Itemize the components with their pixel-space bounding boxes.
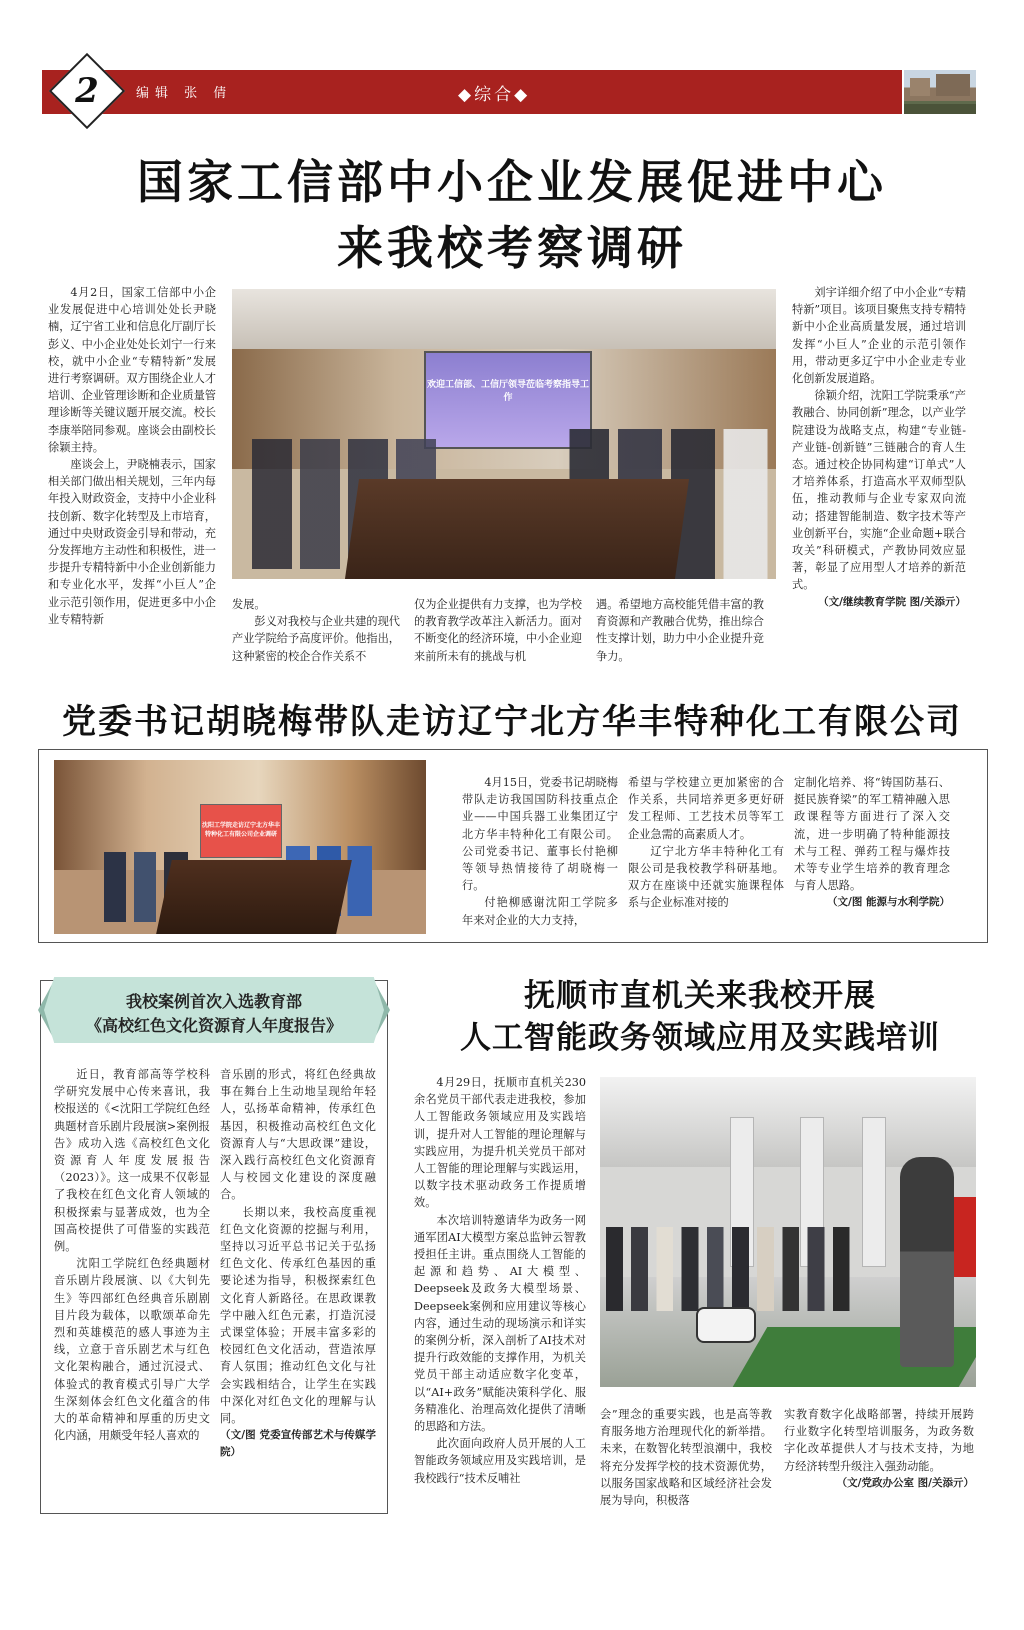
article2-title: 党委书记胡晓梅带队走访辽宁北方华丰特种化工有限公司	[62, 702, 962, 742]
article3-title-line1: 我校案例首次入选教育部	[125, 992, 302, 1011]
article2-col2: 希望与学校建立更加紧密的合作关系，共同培养更多更好研发工程师、工艺技术员等军工企业急需的高素质人才。 辽宁北方华丰特种化工有限公司是我校教学科研基地。双方在座谈中还就实施课程体系与企业标准对接的	[628, 776, 784, 910]
article3-col2: 音乐剧的形式，将红色经典故事在舞台上生动地呈现给年轻人，弘扬革命精神，传承红色基因，积极推动高校红色文化资源育人与“大思政课”建设，深入践行高校红色文化资源育人与校园文化建设的深度融合。 长期以来，我校高度重视红色文化资源的挖掘与利用，坚持以习近平总书记关于弘扬红色文化、传承红色基因的重要论述为指导，积极探索红色文化育人新路径。在思政课教学中融入红色元素，打造沉浸式课堂体验；开展丰富多彩的校园红色文化活动，营造浓厚育人氛围；推动红色文化与社会实践相结合，让学生在实践中深化对红色文化的理解与认同。 （文/图 党委宣传部艺术与传媒学院）	[220, 1066, 376, 1462]
editor-credit: 编辑 张 倩	[136, 86, 233, 101]
article2-col1: 4月15日，党委书记胡晓梅带队走访我国国防科技重点企业——中国兵器工业集团辽宁北方华丰特种化工有限公司。公司党委书记、董事长付艳柳等领导热情接待了胡晓梅一行。 付艳柳感谢沈阳工学院多年来对企业的大力支持，	[462, 776, 618, 927]
article3-title-line2: 《高校红色文化资源育人年度报告》	[85, 1016, 342, 1035]
article1-meeting-photo	[232, 289, 776, 579]
article1-title-line1: 国家工信部中小企业发展促进中心	[137, 155, 887, 209]
article1-col1: 4月2日，国家工信部中小企业发展促进中心培训处处长尹晓楠，辽宁省工业和信息化厅副厅长彭义、中小企业处处长刘宁一行来校，就中小企业“专精特新”发展进行考察调研。双方围绕企业人才培训、企业管理诊断和企业质量管理诊断等关键议题开展交流。校长李康举陪同参观。座谈会由副校长徐颖主持。 座谈会上，尹晓楠表示，国家相关部门做出相关规划，三年内每年投入财政资金，支持中小企业科技创新、数字化转型及上市培育，通过中央财政资金引导和带动，充分发挥地方主动性和积极性，进一步提升专精特新中小企业创新能力和专业化水平，发挥“小巨人”企业示范引领作用，促进更多中小企业专精特新	[48, 286, 216, 626]
article4-training-photo	[600, 1077, 976, 1387]
article4-col2: 会”理念的重要实践，也是高等教育服务地方治理现代化的新举措。未来，在数智化转型浪潮中，我校将充分发挥学校的技术资源优势，以服务国家战略和区域经济社会发展为导向，积极落	[600, 1408, 772, 1508]
article2-credit: （文/图 能源与水利学院）	[827, 896, 950, 909]
section-name: ◆综合◆	[458, 85, 531, 105]
article4-col3: 实教育数字化战略部署，持续开展跨行业数字化转型培训服务，为政务数字化改革提供人才与技术支持，为地方经济转型升级注入强劲动能。 （文/党政办公室 图/关添亓）	[784, 1406, 974, 1492]
campus-thumbnail-image	[904, 70, 976, 114]
article1-col5: 刘宇详细介绍了中小企业“专精特新”项目。该项目聚焦支持专精特新中小企业高质量发展，通过培训发挥“小巨人”企业的示范引领作用，带动更多辽宁中小企业走专业化创新发展道路。 徐颖介绍，沈阳工学院秉承“产教融合、协同创新”理念，以产业学院建设为战略支点，构建“专业链-产业链-创新链”三链融合的育人生态。通过校企协同构建“订单式”人才培养体系，打造高水平双师型队伍，推动教师与企业专家双向流动；搭建智能制造、数字技术等产业创新平台，实施“企业命题+联合攻关”科研模式，产教协同效应显著，彰显了应用型人才培养的新范式。 （文/继续教育学院 图/关添亓）	[792, 284, 966, 611]
article2-col3: 定制化培养、将“铸国防基石、挺民族脊梁”的军工精神融入思政课程等方面进行了深入交流，进一步明确了特种能源技术与工程、弹药工程与爆炸技术等专业学生培养的教育理念与育人思路。 （文/图 能源与水利学院）	[794, 774, 950, 912]
article2-meeting-photo	[54, 760, 426, 934]
article1-credit: （文/继续教育学院 图/关添亓）	[818, 595, 966, 608]
article4-credit: （文/党政办公室 图/关添亓）	[836, 1476, 974, 1489]
article4-title-line1: 抚顺市直机关来我校开展	[524, 978, 876, 1014]
article4-col1: 4月29日，抚顺市直机关230余名党员干部代表走进我校，参加人工智能政务领域应用及实践培训，提升对人工智能的理论理解与实践应用，为提升机关党员干部对人工智能的理论理解与实践运用，以数字技术驱动政务工作提质增效。 本次培训特邀请华为政务一网通军团AI大模型方案总监钟云智教授担任主讲。重点围绕人工智能的起源和趋势、AI大模型、Deepseek及政务大模型场景、Deepseek案例和应用建议等核心内容，通过生动的现场演示和详实的案例分析，深入剖析了AI技术对提升行政效能的支撑作用，为机关党员干部主动适应数字化变革，以“AI+政务”赋能决策科学化、服务精准化、治理高效化提供了清晰的思路和方法。 此次面向政府人员开展的人工智能政务领域应用及实践培训，是我校践行“技术反哺社	[414, 1076, 586, 1485]
robot-image	[696, 1307, 756, 1343]
article3-credit: （文/图 党委宣传部艺术与传媒学院）	[220, 1429, 376, 1459]
article1-title-line2: 来我校考察调研	[337, 221, 687, 275]
article1-col4: 遇。希望地方高校能凭借丰富的教育资源和产教融合优势，推出综合性支撑计划，助力中小企业提升竞争力。	[596, 598, 764, 663]
article4-title-line2: 人工智能政务领域应用及实践培训	[460, 1020, 940, 1056]
meeting-screen-text: 沈阳工学院走访辽宁北方华丰特种化工有限公司企业调研	[201, 822, 280, 838]
article1-col2: 发展。 彭义对我校与企业共建的现代产业学院给予高度评价。他指出，这种紧密的校企合作关系不	[232, 598, 400, 663]
article1-col3: 仅为企业提供有力支撑，也为学校的教育教学改革注入新活力。面对不断变化的经济环境，中小企业迎来前所未有的挑战与机	[414, 598, 582, 663]
meeting-screen-text: 欢迎工信部、工信厅领导莅临考察指导工作	[426, 380, 589, 403]
page-number: 2	[75, 71, 99, 111]
article3-col1: 近日，教育部高等学校科学研究发展中心传来喜讯，我校报送的《<沈阳工学院红色经典题材音乐剧片段展演>案例报告》成功入选《高校红色文化资源育人年度发展报告（2023）》。这一成果不仅彰显了我校在红色文化育人领域的积极探索与显著成效，也为全国高校提供了可借鉴的实践范例。 沈阳工学院红色经典题材音乐剧片段展演、以《大钊先生》等四部红色经典音乐剧剧目片段为载体，以歌颂革命先烈和英雄模范的感人事迹为主线，立意于音乐剧艺术与红色文化架构融合，通过沉浸式、体验式的教育模式引导广大学生深刻体会红色文化蕴含的伟大的革命精神和厚重的历史文化内涵，用颇受年轻人喜欢的	[54, 1068, 210, 1443]
